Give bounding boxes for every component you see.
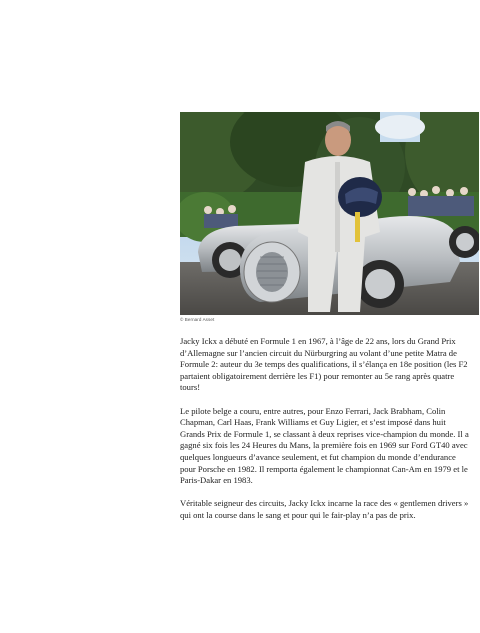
paragraph-gentleman-driver: Véritable seigneur des circuits, Jacky Ickx incarne la race des « gentlemen drivers » qui ont la course dans le sang et pour qui le fair-play n’a pas de prix.: [180, 498, 469, 520]
photo-illustration: [180, 112, 479, 315]
driver-photo: [180, 112, 479, 315]
paragraph-palmares: Le pilote belge a couru, entre autres, pour Enzo Ferrari, Jack Brabham, Colin Chapman, Carl Haas, Frank Williams et Guy Ligier, et s’est imposé dans huit Grands Prix de Formule 1, se classant à deux reprises vice-champion du monde. Il a gagné six fois les 24 Heures du Mans, la première fois en 1969 sur Ford GT40 avec quelques longueurs d’avance seulement, et fut champion du monde d’endurance pour Porsche en 1982. Il remporta également le championnat Can-Am en 1979 et le Paris-Dakar en 1983.: [180, 405, 469, 486]
photo-credit: © Bernard Asset: [180, 317, 215, 322]
paragraph-career-start: Jacky Ickx a débuté en Formule 1 en 1967, à l’âge de 22 ans, lors du Grand Prix d’Allemagne sur l’ancien circuit du Nürburgring au volant d’une petite Matra de Formule 2: auteur du 3e temps des qualifications, il s’élança en 18e position (les F2 partaient obligatoirement derrière les F1) pour remonter au 5e rang après quatre tours!: [180, 336, 468, 393]
article-body: [180, 336, 470, 522]
